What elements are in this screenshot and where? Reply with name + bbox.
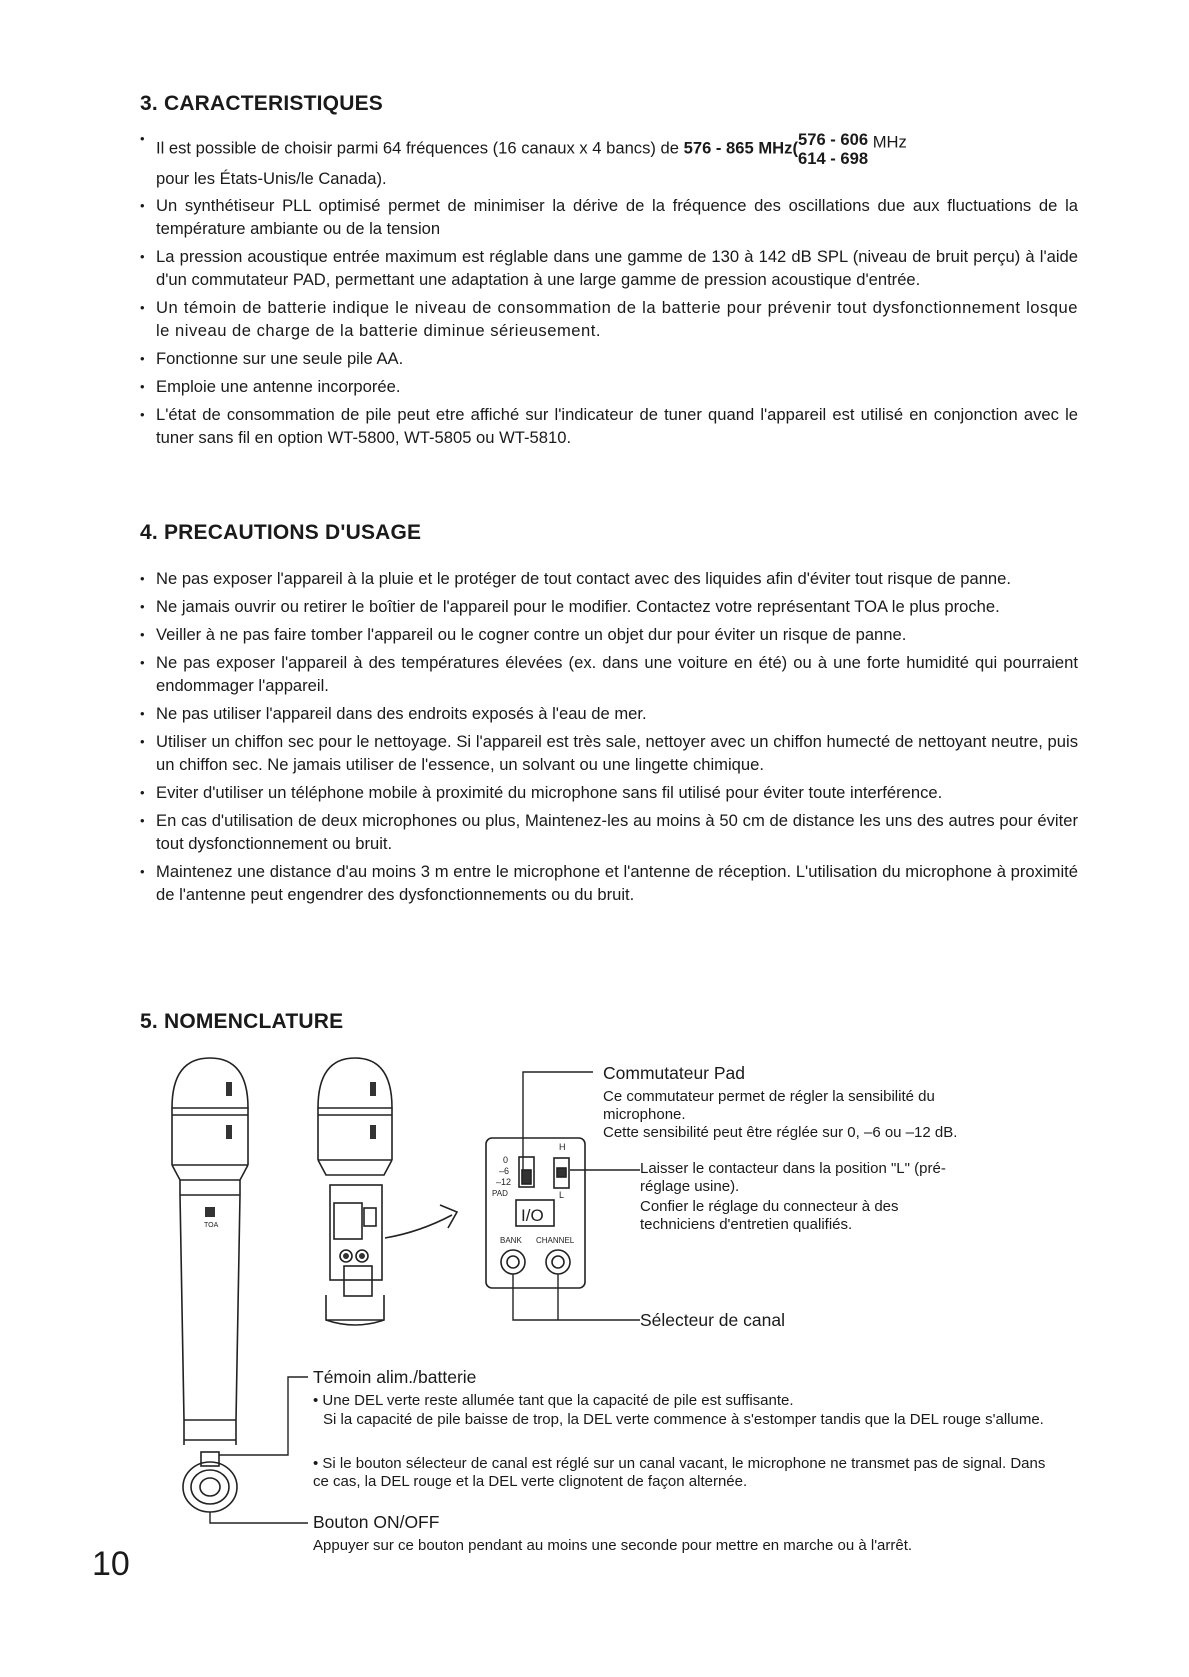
contact-desc-2: Confier le réglage du connecteur à des techniciens d'entretien qualifiés. — [640, 1198, 899, 1233]
led-desc-2: Si la capacité de pile baisse de trop, la DEL verte commence à s'estomper tandis que la DEL rouge s'allume. — [323, 1411, 1044, 1428]
power-button-illustration — [183, 1452, 237, 1512]
list-item: • Veiller à ne pas faire tomber l'appareil ou le cogner contre un objet dur pour éviter un risque de panne. — [138, 623, 1078, 646]
list-item: • Maintenez une distance d'au moins 3 m entre le microphone et l'antenne de réception. L'utilisation du microphone à proximité de l'antenne peut engendrer des dysfonctionnements ou du bruit. — [138, 860, 1078, 906]
list-item: • Ne pas exposer l'appareil à la pluie et le protéger de tout contact avec des liquides afin d'éviter tout risque de panne. — [138, 567, 1078, 590]
bank-label: BANK — [500, 1236, 522, 1245]
page-number: 10 — [92, 1545, 130, 1583]
contact-desc-1: Laisser le contacteur dans la position "L" (pré-réglage usine). — [640, 1160, 946, 1195]
led-desc-3: • Si le bouton sélecteur de canal est réglé sur un canal vacant, le microphone ne transmet pas de signal. Dans ce cas, la DEL rouge et la DEL verte clignotent de façon alternée. — [313, 1455, 1046, 1490]
led-indicator-label: Témoin alim./batterie — [313, 1367, 477, 1387]
list-item: • Ne pas utiliser l'appareil dans des endroits exposés à l'eau de mer. — [138, 702, 1078, 725]
power-button-label: Bouton ON/OFF — [313, 1512, 440, 1532]
list-item: • Emploie une antenne incorporée. — [138, 375, 1078, 398]
list-item: • Il est possible de choisir parmi 64 fréquences (16 canaux x 4 bancs) de 576 - 865 MHz( 576 - 606 614 - 698 MHz pour les États-Unis/le Canada). — [138, 128, 1078, 189]
section-5-heading: 5. NOMENCLATURE — [140, 1010, 344, 1033]
toa-logo: TOA — [204, 1222, 219, 1229]
pad-switch-desc-2: Cette sensibilité peut être réglée sur 0, –6 ou –12 dB. — [603, 1124, 958, 1141]
list-item: • Fonctionne sur une seule pile AA. — [138, 347, 1078, 370]
led-desc-1: • Une DEL verte reste allumée tant que la capacité de pile est suffisante. — [313, 1392, 794, 1409]
channel-label: CHANNEL — [536, 1236, 575, 1245]
pad-switch-desc-1: Ce commutateur permet de régler la sensibilité du microphone. — [603, 1088, 935, 1123]
list-item: • Ne jamais ouvrir ou retirer le boîtier de l'appareil pour le modifier. Contactez votre représentant TOA le plus proche. — [138, 595, 1078, 618]
position-h-label: H — [559, 1142, 566, 1152]
list-item: • Ne pas exposer l'appareil à des températures élevées (ex. dans une voiture en été) ou à une forte humidité qui pourraient endommager l'appareil. — [138, 651, 1078, 697]
io-label: I/O — [521, 1206, 544, 1225]
microphone-full-illustration — [172, 1058, 248, 1445]
frequency-range: 576 - 865 MHz( — [683, 138, 798, 158]
list-item: • Utiliser un chiffon sec pour le nettoyage. Si l'appareil est très sale, nettoyer avec un chiffon humecté de nettoyant neutre, puis un chiffon sec. Ne jamais utiliser de l'essence, un solvant ou une lingette chimique. — [138, 730, 1078, 776]
list-item: • Un synthétiseur PLL optimisé permet de minimiser la dérive de la fréquence des oscillations due aux fluctuations de la température ambiante ou de la tension — [138, 194, 1078, 240]
pad-m12-label: –12 — [496, 1177, 512, 1187]
microphone-open-illustration — [318, 1058, 457, 1325]
list-item: • Un témoin de batterie indique le niveau de consommation de la batterie pour prévenir tout dysfonctionnement losque le niveau de charge de la batterie diminue sérieusement. — [138, 296, 1078, 342]
list-item: • La pression acoustique entrée maximum est réglable dans une gamme de 130 à 142 dB SPL (niveau de bruit perçu) à l'aide d'un commutateur PAD, permettant une adaptation à une large gamme de pression acoustique d'entrée. — [138, 245, 1078, 291]
power-button-desc: Appuyer sur ce bouton pendant au moins une seconde pour mettre en marche ou à l'arrêt. — [313, 1537, 913, 1554]
position-l-label: L — [559, 1190, 565, 1200]
section-4-heading: 4. PRECAUTIONS D'USAGE — [140, 521, 422, 544]
pad-switch-label: Commutateur Pad — [603, 1063, 746, 1083]
list-item: • Eviter d'utiliser un téléphone mobile à proximité du microphone sans fil utilisé pour éviter toute interférence. — [138, 781, 1078, 804]
pad-0-label: 0 — [503, 1155, 509, 1165]
list-item: • L'état de consommation de pile peut etre affiché sur l'indicateur de tuner quand l'appareil est utilisé en conjonction avec le tuner sans fil en option WT-5800, WT-5805 ou WT-5810. — [138, 403, 1078, 449]
frequency-stack: 576 - 606 614 - 698 — [797, 130, 869, 168]
section-3-heading: 3. CARACTERISTIQUES — [140, 92, 383, 115]
pad-pad-label: PAD — [492, 1189, 508, 1198]
list-item: • En cas d'utilisation de deux microphones ou plus, Maintenez-les au moins à 50 cm de distance les uns des autres pour éviter tout dysfonctionnement ou bruit. — [138, 809, 1078, 855]
pad-m6-label: –6 — [499, 1166, 510, 1176]
channel-selector-label: Sélecteur de canal — [640, 1310, 785, 1330]
